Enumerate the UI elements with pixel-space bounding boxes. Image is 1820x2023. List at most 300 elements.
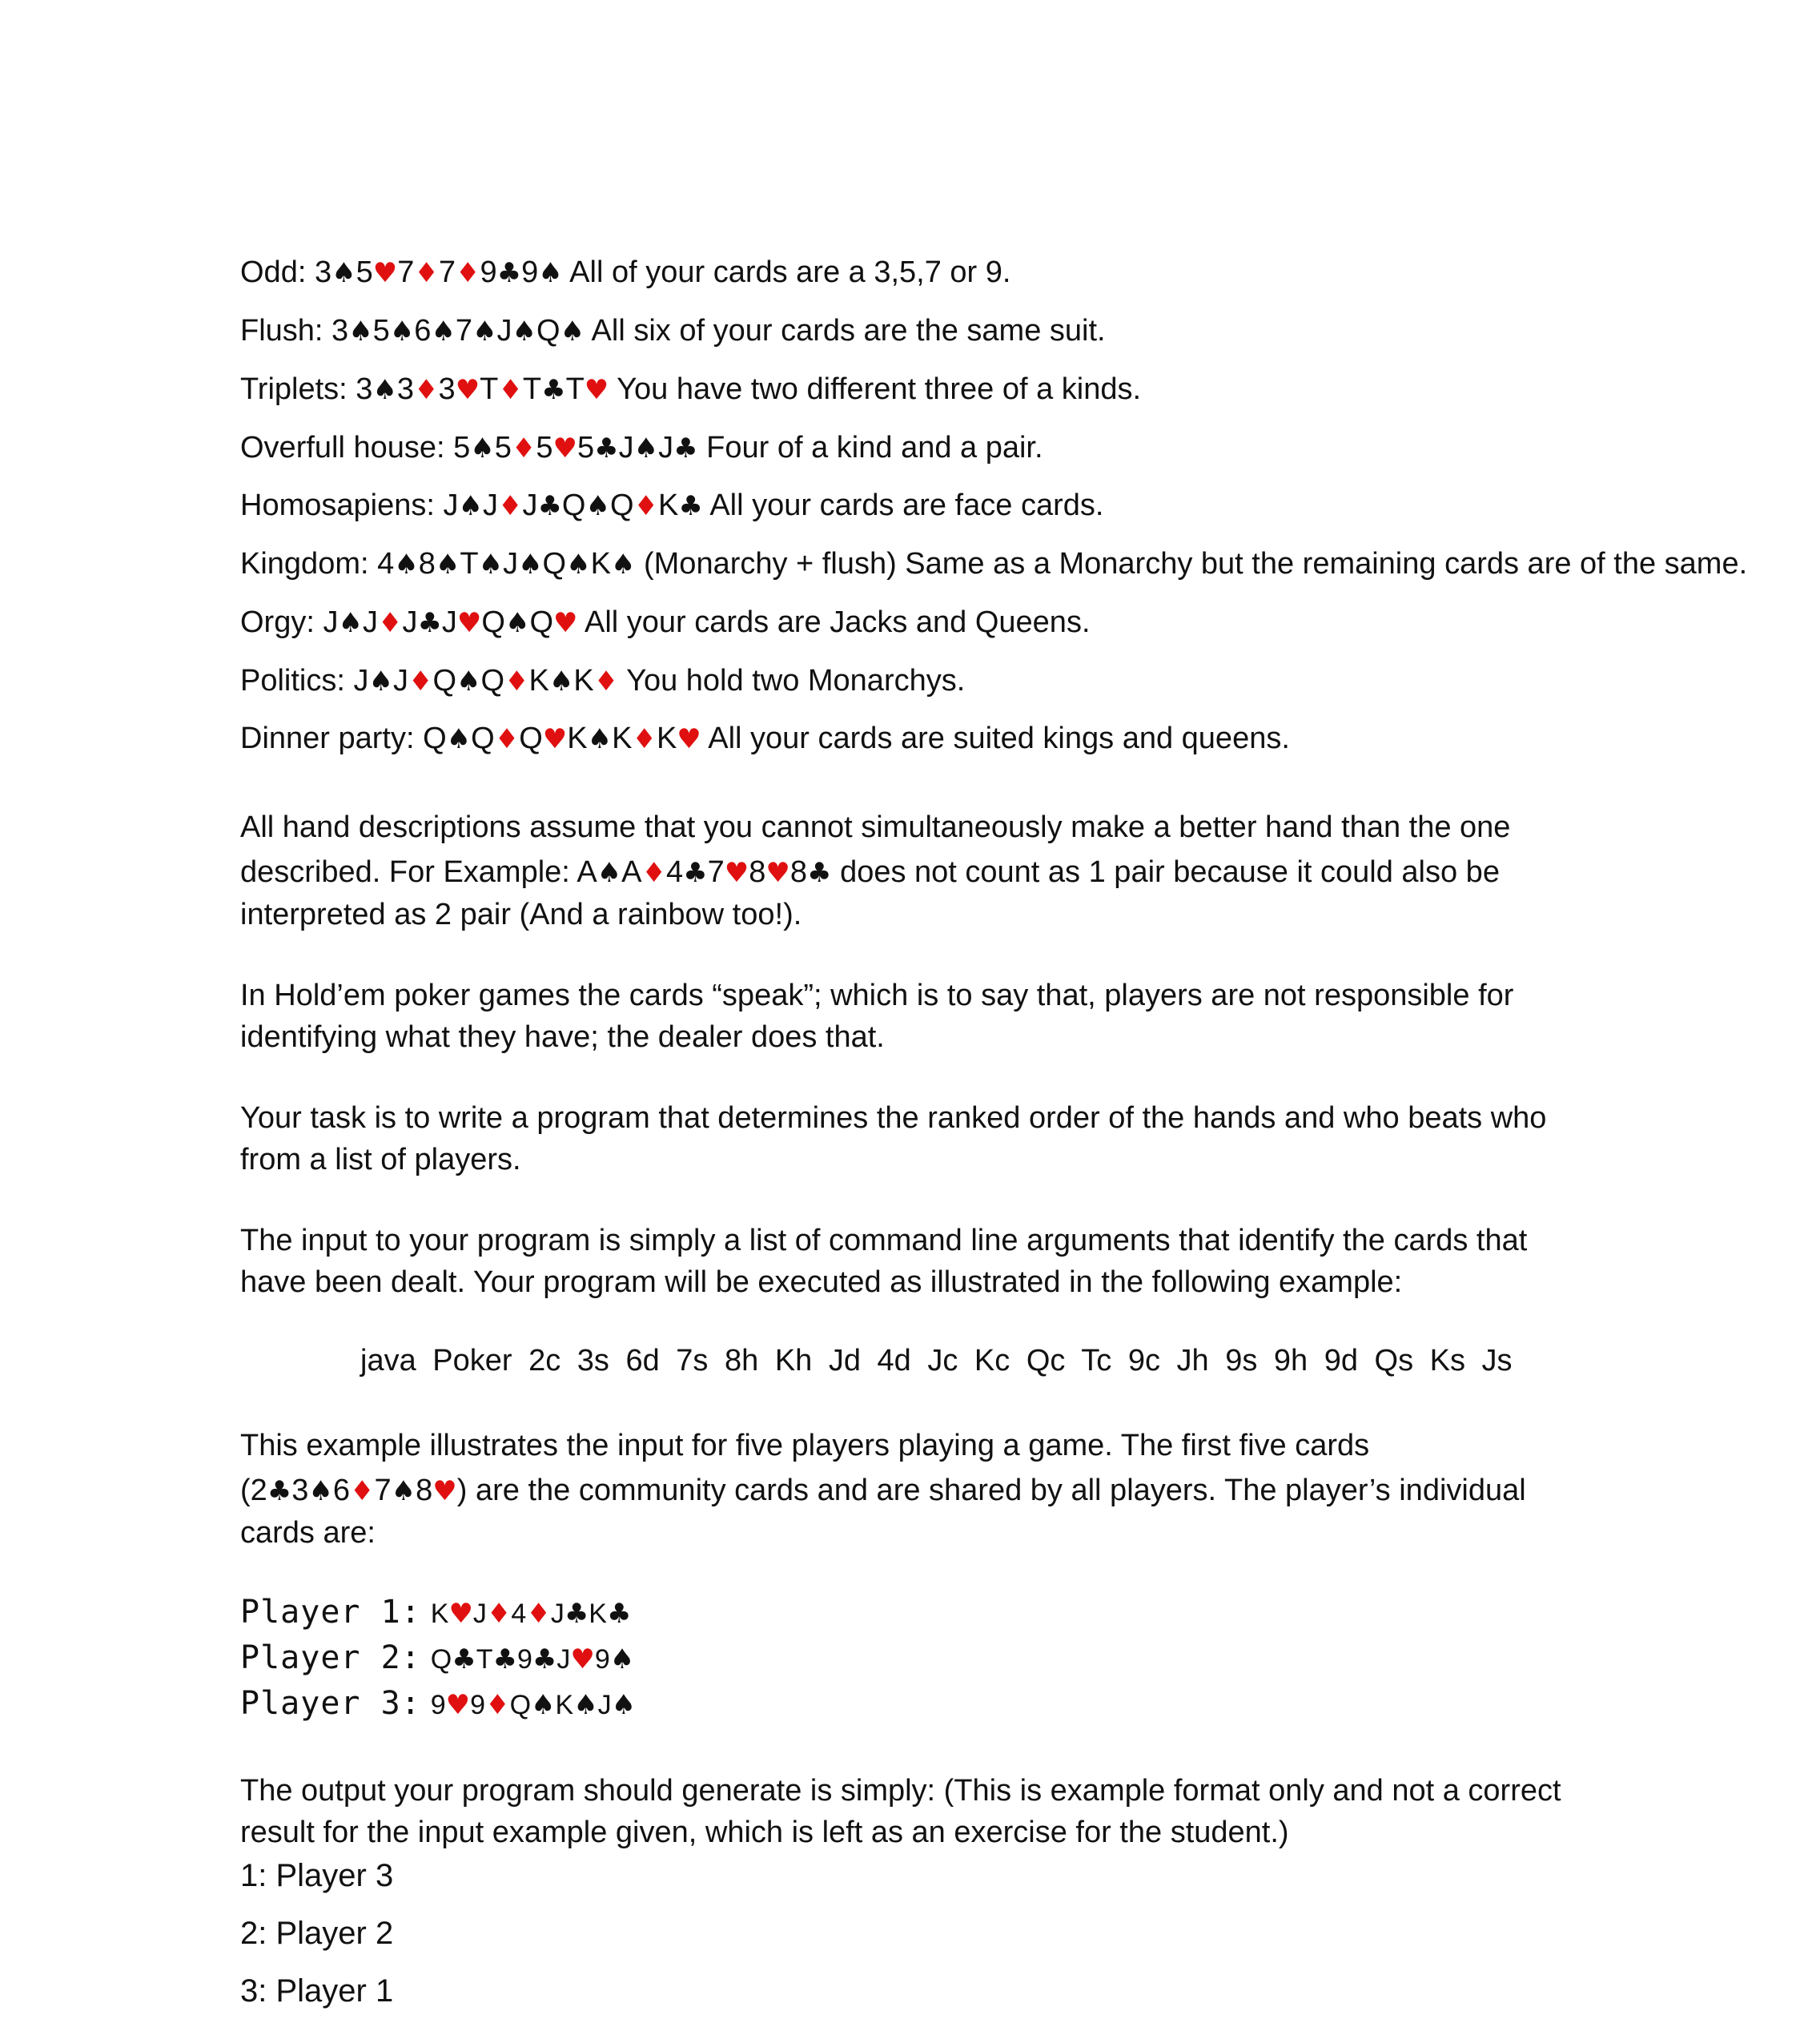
hand-cards	[315, 255, 563, 289]
hand-name: Orgy:	[240, 605, 315, 639]
diamond-icon: ♦	[593, 666, 619, 698]
card-rank: J	[443, 489, 459, 522]
spade-icon: ♠	[391, 1475, 416, 1507]
hand-cards	[331, 314, 585, 348]
paragraph-line: interpreted as 2 pair (And a rainbow too!).	[240, 898, 802, 931]
spade-icon: ♠	[372, 374, 397, 406]
card	[291, 1474, 333, 1507]
diamond-icon: ♦	[504, 666, 529, 698]
hand-name: Homosapiens:	[240, 489, 435, 522]
hand-cards	[353, 664, 618, 698]
card	[619, 431, 658, 465]
card-rank: 3	[396, 372, 415, 406]
player-cards	[431, 1690, 636, 1720]
hand-row	[240, 428, 1043, 468]
card	[591, 547, 636, 581]
card	[529, 664, 574, 698]
hand-description: You hold two Monarchys.	[626, 664, 966, 698]
hand-cards	[377, 547, 635, 581]
card-rank: Q	[561, 489, 586, 522]
card-rank: K	[656, 722, 677, 755]
paragraph-line: The output your program should generate is simply: (This is example format only and not a correct	[240, 1774, 1561, 1808]
hand-description: All your cards are suited kings and queens.	[708, 722, 1290, 755]
diamond-icon: ♦	[641, 857, 666, 889]
card	[397, 255, 439, 289]
hand-row	[240, 253, 1010, 292]
card	[416, 1474, 457, 1507]
hand-cards	[443, 489, 702, 522]
command-example: java Poker 2c 3s 6d 7s 8h Kh Jd 4d Jc Kc Qc Tc 9c Jh 9s 9h 9d Qs Ks Js	[360, 1344, 1513, 1377]
spade-icon: ♠	[518, 549, 543, 581]
card-rank: Q	[432, 664, 457, 698]
club-icon: ♣	[673, 432, 698, 465]
club-icon: ♣	[683, 857, 708, 889]
card	[393, 664, 432, 698]
card	[595, 1644, 634, 1675]
spade-icon: ♠	[610, 549, 636, 581]
result-line: 2: Player 2	[240, 1916, 394, 1951]
card-rank: J	[362, 605, 378, 639]
card	[577, 431, 619, 465]
result-line: 3: Player 1	[240, 1973, 394, 2009]
player-label: Player 2:	[240, 1639, 421, 1676]
hand-name: Dinner party:	[240, 722, 415, 755]
heart-icon: ♥	[445, 1689, 471, 1721]
example-paragraph	[240, 1425, 1617, 1554]
card	[397, 372, 439, 406]
card	[536, 431, 577, 465]
card	[471, 722, 519, 755]
card	[511, 1599, 550, 1629]
spade-icon: ♠	[435, 549, 460, 581]
assumption-paragraph	[240, 806, 1617, 935]
card-rank: Q	[536, 314, 560, 348]
card	[517, 1644, 556, 1675]
spade-icon: ♠	[308, 1475, 333, 1507]
spade-icon: ♠	[472, 316, 497, 348]
heart-icon: ♥	[456, 607, 482, 639]
task-paragraph	[240, 1097, 1617, 1180]
card-rank: 8	[418, 547, 436, 581]
spade-icon: ♠	[456, 666, 481, 698]
heart-icon: ♥	[584, 374, 609, 406]
card-rank: J	[441, 605, 457, 639]
card-rank: 7	[455, 314, 473, 348]
player-label: Player 1:	[240, 1594, 421, 1631]
card-rank: 8	[416, 1474, 433, 1507]
card	[519, 722, 567, 755]
card-rank: J	[392, 664, 408, 698]
heart-icon: ♥	[455, 374, 480, 406]
club-icon: ♣	[678, 490, 703, 522]
card-rank: Q	[542, 547, 567, 581]
player-label: Player 3:	[240, 1685, 421, 1722]
card-rank: Q	[481, 605, 505, 639]
card-rank: Q	[430, 1644, 452, 1675]
card	[470, 1690, 509, 1720]
card-rank: J	[618, 431, 634, 465]
card-rank: J	[503, 547, 519, 581]
card-rank: 3	[356, 372, 373, 406]
card	[567, 722, 612, 755]
card	[481, 664, 529, 698]
spade-icon: ♠	[504, 607, 530, 639]
card-rank: 9	[430, 1690, 446, 1720]
paragraph-line: This example illustrates the input for five players playing a game. The first five cards	[240, 1429, 1370, 1462]
spade-icon: ♠	[573, 1689, 598, 1721]
heart-icon: ♥	[677, 723, 701, 755]
card	[621, 855, 666, 889]
card	[666, 855, 708, 889]
club-icon: ♣	[532, 1643, 557, 1675]
card-rank: 4	[377, 547, 395, 581]
holdem-paragraph	[240, 975, 1617, 1058]
paragraph-line: cards are:	[240, 1516, 376, 1550]
card	[431, 1599, 473, 1629]
card	[363, 605, 402, 639]
card-rank: K	[658, 489, 679, 522]
card-rank: 5	[536, 431, 553, 465]
heart-icon: ♥	[570, 1643, 595, 1675]
hand-description: You have two different three of a kinds.	[617, 372, 1142, 406]
card	[483, 489, 522, 522]
card	[657, 722, 701, 755]
card	[423, 722, 471, 755]
hand-cards	[423, 722, 701, 755]
card	[251, 1474, 292, 1507]
paragraph-line: The input to your program is simply a list of command line arguments that identify the cards that	[240, 1224, 1528, 1257]
card	[476, 1644, 517, 1675]
card-rank: 3	[438, 372, 456, 406]
card	[536, 314, 585, 348]
club-icon: ♣	[564, 1598, 589, 1630]
spade-icon: ♠	[611, 1689, 637, 1721]
card	[439, 255, 480, 289]
card	[566, 372, 609, 406]
hand-cards	[356, 372, 609, 406]
club-icon: ♣	[594, 432, 619, 465]
spade-icon: ♠	[512, 316, 537, 348]
example-cards	[577, 855, 831, 889]
heart-icon: ♥	[724, 857, 749, 889]
hand-description: (Monarchy + flush) Same as a Monarchy but the remaining cards are of the same.	[644, 547, 1748, 581]
club-icon: ♣	[537, 490, 562, 522]
card-rank: 8	[749, 855, 766, 889]
card-rank: J	[353, 664, 369, 698]
card	[443, 489, 482, 522]
card	[577, 855, 621, 889]
card	[323, 605, 362, 639]
card	[481, 605, 529, 639]
card-rank: A	[577, 855, 597, 889]
card	[331, 314, 373, 348]
card-rank: T	[480, 372, 499, 406]
card-rank: T	[522, 372, 542, 406]
card-rank: 3	[314, 255, 332, 289]
paragraph-line: All hand descriptions assume that you cannot simultaneously make a better hand than the one	[240, 810, 1511, 844]
card-rank: K	[590, 547, 611, 581]
card	[456, 314, 497, 348]
hand-cards	[453, 431, 697, 465]
card-rank: K	[567, 722, 588, 755]
paragraph-text: described. For Example:	[240, 855, 570, 889]
card	[373, 314, 415, 348]
card-rank: Q	[509, 1690, 532, 1720]
diamond-icon: ♦	[633, 490, 659, 522]
paragraph-line	[240, 851, 1617, 894]
card-rank: 9	[480, 255, 497, 289]
card-rank: T	[460, 547, 479, 581]
card-rank: 9	[516, 1644, 532, 1675]
card	[315, 255, 356, 289]
spade-icon: ♠	[348, 316, 373, 348]
spade-icon: ♠	[597, 857, 622, 889]
card-rank: J	[323, 605, 339, 639]
card-rank: K	[589, 1599, 607, 1629]
spade-icon: ♠	[458, 490, 483, 522]
card	[749, 855, 790, 889]
diamond-icon: ♦	[414, 374, 439, 406]
diamond-icon: ♦	[350, 1475, 375, 1507]
spade-icon: ♠	[431, 316, 456, 348]
player-row	[240, 1685, 636, 1722]
card	[353, 664, 392, 698]
card	[460, 547, 503, 581]
card-rank: K	[528, 664, 549, 698]
spade-icon: ♠	[446, 723, 472, 755]
diamond-icon: ♦	[511, 432, 536, 465]
spade-icon: ♠	[560, 316, 585, 348]
spade-icon: ♠	[548, 666, 574, 698]
card	[431, 1690, 470, 1720]
card	[598, 1690, 636, 1720]
diamond-icon: ♦	[632, 723, 657, 755]
card-rank: 4	[511, 1599, 527, 1629]
card-rank: J	[597, 1690, 612, 1720]
card	[790, 855, 832, 889]
diamond-icon: ♦	[408, 666, 433, 698]
heart-icon: ♥	[552, 432, 578, 465]
card-rank: K	[573, 664, 594, 698]
hand-description: Four of a kind and a pair.	[706, 431, 1043, 465]
card	[480, 372, 523, 406]
hand-row	[240, 486, 1103, 525]
card-rank: J	[522, 489, 538, 522]
hand-row	[240, 662, 965, 701]
card	[612, 722, 657, 755]
card	[414, 314, 456, 348]
card-rank: K	[612, 722, 633, 755]
card	[356, 255, 398, 289]
card	[522, 489, 561, 522]
spade-icon: ♠	[338, 607, 363, 639]
card	[551, 1599, 589, 1629]
card	[658, 431, 697, 465]
hand-name: Odd:	[240, 255, 307, 289]
card-rank: Q	[609, 489, 634, 522]
card-rank: Q	[480, 664, 505, 698]
card	[453, 431, 495, 465]
spade-icon: ♠	[609, 1643, 635, 1675]
heart-icon: ♥	[372, 257, 398, 289]
diamond-icon: ♦	[526, 1598, 551, 1630]
club-icon: ♣	[492, 1643, 517, 1675]
club-icon: ♣	[496, 257, 522, 289]
card	[573, 664, 618, 698]
spade-icon: ♠	[587, 723, 613, 755]
card-rank: 2	[250, 1474, 267, 1507]
card-rank: 3	[291, 1474, 309, 1507]
result-line: 1: Player 3	[240, 1858, 394, 1893]
card-rank: 9	[470, 1690, 486, 1720]
card-rank: 7	[374, 1474, 392, 1507]
hand-description: All six of your cards are the same suit.	[591, 314, 1106, 348]
diamond-icon: ♦	[485, 1689, 510, 1721]
hand-row	[240, 312, 1106, 351]
diamond-icon: ♦	[486, 1598, 512, 1630]
card	[377, 547, 419, 581]
hand-name: Triplets:	[240, 372, 348, 406]
hand-row	[240, 370, 1141, 409]
card	[610, 489, 658, 522]
card	[495, 431, 536, 465]
card-rank: K	[555, 1690, 574, 1720]
club-icon: ♣	[807, 857, 832, 889]
card-rank: 5	[577, 431, 595, 465]
card-rank: J	[658, 431, 674, 465]
card-rank: 6	[332, 1474, 351, 1507]
spade-icon: ♠	[331, 257, 356, 289]
card	[432, 664, 480, 698]
card-rank: J	[472, 1599, 487, 1629]
card	[402, 605, 441, 639]
card	[503, 547, 542, 581]
card-rank: Q	[529, 605, 554, 639]
card-rank: T	[565, 372, 585, 406]
card-rank: J	[402, 605, 418, 639]
spade-icon: ♠	[585, 490, 610, 522]
card	[497, 314, 536, 348]
card-rank: Q	[519, 722, 543, 755]
club-icon: ♣	[541, 374, 566, 406]
card-rank: J	[496, 314, 512, 348]
card-rank: 7	[707, 855, 725, 889]
spade-icon: ♠	[389, 316, 415, 348]
paragraph-line: identifying what they have; the dealer does that.	[240, 1020, 885, 1054]
spade-icon: ♠	[538, 257, 563, 289]
club-icon: ♣	[452, 1643, 476, 1675]
diamond-icon: ♦	[377, 607, 403, 639]
card	[333, 1474, 375, 1507]
card-rank: 5	[356, 255, 373, 289]
diamond-icon: ♦	[494, 723, 520, 755]
card-rank: Q	[423, 722, 447, 755]
player-cards	[431, 1599, 632, 1629]
hand-description: All your cards are Jacks and Queens.	[584, 605, 1091, 639]
card-rank: 8	[789, 855, 808, 889]
spade-icon: ♠	[531, 1689, 556, 1721]
paragraph-line: from a list of players.	[240, 1143, 521, 1176]
hand-row	[240, 719, 1290, 758]
card	[356, 372, 397, 406]
paragraph-line: In Hold’em poker games the cards “speak”; which is to say that, players are not responsible for	[240, 979, 1514, 1012]
card	[556, 1690, 598, 1720]
hand-name: Flush:	[240, 314, 323, 348]
card-rank: 9	[594, 1644, 610, 1675]
input-paragraph	[240, 1220, 1617, 1303]
spade-icon: ♠	[566, 549, 591, 581]
spade-icon: ♠	[368, 666, 393, 698]
spade-icon: ♠	[470, 432, 495, 465]
heart-icon: ♥	[542, 723, 568, 755]
hand-name: Overfull house:	[240, 431, 445, 465]
heart-icon: ♥	[553, 607, 578, 639]
spade-icon: ♠	[394, 549, 419, 581]
card-rank: 4	[666, 855, 684, 889]
card-rank: 5	[494, 431, 512, 465]
card-rank: 5	[453, 431, 471, 465]
hand-name: Kingdom:	[240, 547, 369, 581]
spade-icon: ♠	[633, 432, 659, 465]
hand-name: Politics:	[240, 664, 345, 698]
card	[442, 605, 481, 639]
card	[543, 547, 591, 581]
card-rank: 5	[372, 314, 390, 348]
card	[419, 547, 460, 581]
card-rank: J	[482, 489, 498, 522]
hand-row	[240, 545, 1747, 584]
paragraph-line: result for the input example given, which is left as an exercise for the student.)	[240, 1816, 1289, 1849]
diamond-icon: ♦	[497, 490, 523, 522]
diamond-icon: ♦	[414, 257, 439, 289]
heart-icon: ♥	[448, 1598, 473, 1630]
card	[708, 855, 749, 889]
club-icon: ♣	[606, 1598, 632, 1630]
hand-row	[240, 603, 1091, 642]
paragraph-line: have been dealt. Your program will be executed as illustrated in the following example:	[240, 1265, 1403, 1299]
card-rank: J	[550, 1599, 564, 1629]
card-rank: 3	[331, 314, 349, 348]
club-icon: ♣	[267, 1475, 292, 1507]
card	[375, 1474, 416, 1507]
paragraph-line: Your task is to write a program that determines the ranked order of the hands and who beats who	[240, 1101, 1547, 1135]
heart-icon: ♥	[765, 857, 790, 889]
paragraph-line: (2♣3♠6♦7♠8♥) are the community cards and are shared by all players. The player’s individual	[240, 1474, 1526, 1507]
club-icon: ♣	[417, 607, 442, 639]
card	[556, 1644, 594, 1675]
player-cards	[431, 1644, 635, 1675]
card-rank: J	[556, 1644, 571, 1675]
card	[431, 1644, 476, 1675]
card	[658, 489, 703, 522]
diamond-icon: ♦	[498, 374, 523, 406]
card	[523, 372, 566, 406]
card-rank: A	[621, 855, 642, 889]
paragraph-text: does not count as 1 pair because it could also be	[840, 855, 1500, 889]
card	[529, 605, 577, 639]
heart-icon: ♥	[432, 1475, 457, 1507]
card-rank: T	[476, 1644, 493, 1675]
card-rank: 6	[414, 314, 432, 348]
diamond-icon: ♦	[455, 257, 480, 289]
card-rank: 9	[521, 255, 539, 289]
card-rank: K	[430, 1599, 449, 1629]
card	[439, 372, 480, 406]
card-rank: 7	[397, 255, 415, 289]
card	[510, 1690, 556, 1720]
hand-cards	[323, 605, 577, 639]
output-paragraph	[240, 1770, 1617, 1853]
